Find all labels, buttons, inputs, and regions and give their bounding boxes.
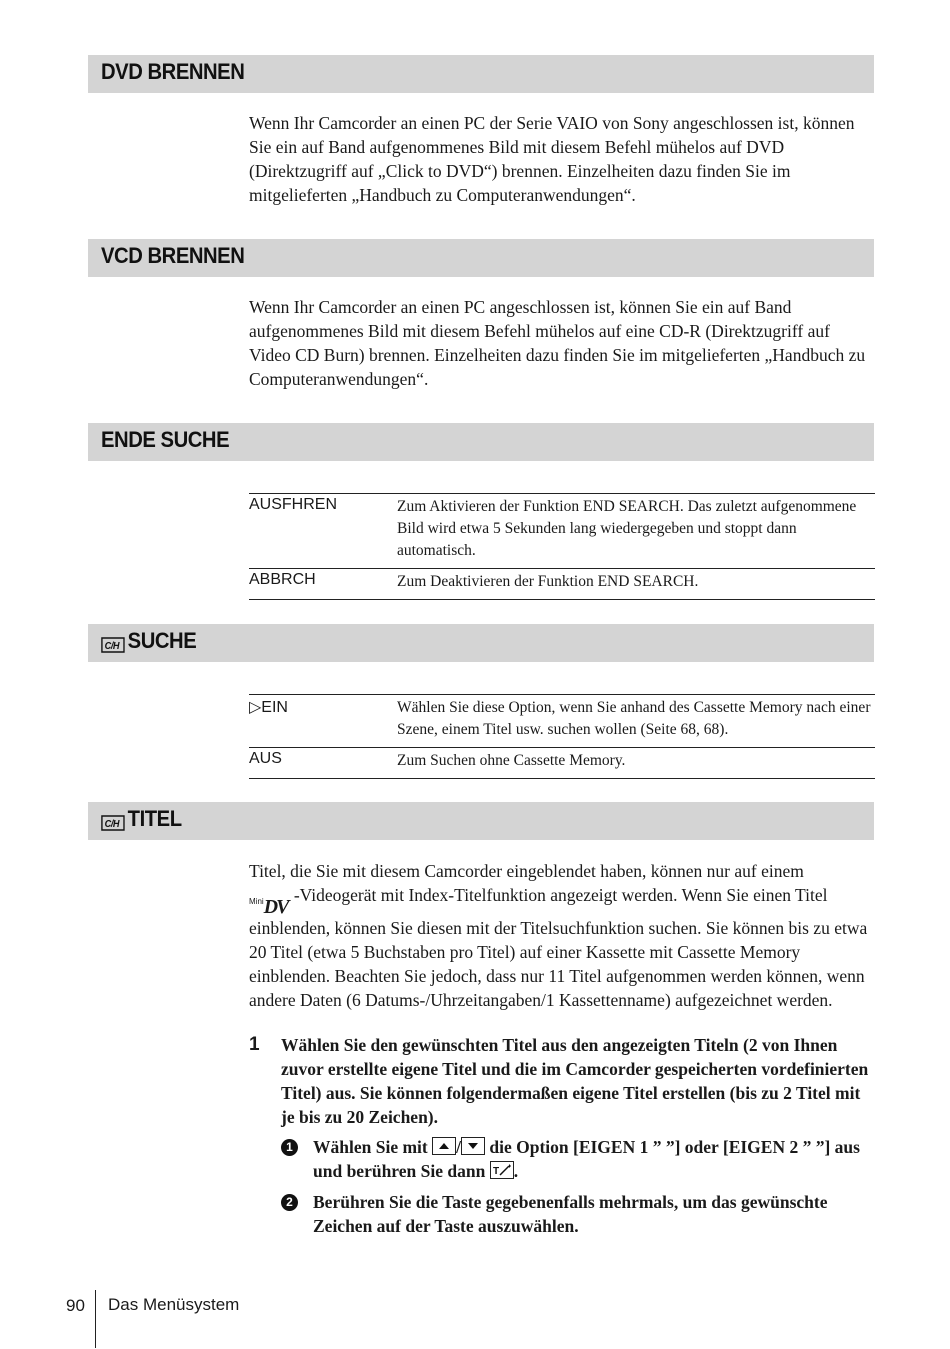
cassette-memory-icon	[101, 633, 125, 653]
up-arrow-button-icon	[432, 1137, 456, 1155]
substep-2	[281, 1190, 875, 1238]
table-row	[249, 695, 875, 747]
option-key: ABBRCH	[249, 571, 316, 588]
ende-suche-table	[249, 493, 875, 600]
table-row	[249, 568, 875, 599]
step-number: 1	[249, 1034, 260, 1055]
cassette-memory-icon	[101, 811, 125, 831]
title-edit-button-icon	[490, 1161, 514, 1179]
option-key: AUSFHREN	[249, 496, 338, 513]
section-header-dvd	[88, 55, 874, 93]
section-header-suche	[88, 624, 874, 662]
suche-table	[249, 694, 875, 779]
svg-text:C/H: C/H	[104, 640, 120, 653]
option-description: Zum Aktivieren der Funktion END SEARCH. Das zuletzt aufgenommene Bild wird etwa 5 Sekunden lang wiedergegeben und stoppt dann automatisch.	[397, 498, 857, 559]
vcd-paragraph: Wenn Ihr Camcorder an einen PC angeschlossen ist, können Sie ein auf Band aufgenommenes Bild mit diesem Befehl mühelos auf eine CD-R (Direktzugriff auf Video CD Burn) brennen. Einzelheiten dazu finden Sie im mitgelieferten „Handbuch zu Computeranwendungen“.	[249, 297, 866, 389]
section-header-titel	[88, 802, 874, 840]
option-key: AUS	[249, 750, 282, 767]
section-title: ENDE SUCHE	[101, 427, 230, 452]
table-row	[249, 494, 875, 568]
substep-1: 1 Wählen Sie mit / die Option [EIGEN 1 ” ”] oder [EIGEN 2 ” ”] aus und berühren Sie dann T .	[281, 1135, 875, 1183]
footer-section-name: Das Menüsystem	[108, 1295, 240, 1314]
option-description: Zum Suchen ohne Cassette Memory.	[397, 752, 626, 769]
section-title: SUCHE	[127, 628, 197, 653]
option-description: Zum Deaktivieren der Funktion END SEARCH.	[397, 573, 699, 590]
section-header-vcd	[88, 239, 874, 277]
page-number: 90	[66, 1296, 85, 1315]
svg-text:C/H: C/H	[104, 818, 120, 831]
section-title: DVD BRENNEN	[101, 59, 245, 84]
svg-text:T: T	[492, 1166, 499, 1177]
table-row	[249, 747, 875, 778]
section-title: VCD BRENNEN	[101, 243, 245, 268]
section-header-ende-suche	[88, 423, 874, 461]
section-title: TITEL	[127, 806, 182, 831]
option-description: Wählen Sie diese Option, wenn Sie anhand des Cassette Memory nach einer Szene, einem Titel usw. suchen wollen (Seite 68, 68).	[397, 699, 871, 738]
step-text: Wählen Sie den gewünschten Titel aus den angezeigten Titeln (2 von Ihnen zuvor erstellte eigene Titel und die im Camcorder gespeicherten vordefinierten Titel) aus. Sie können folgendermaßen eigene Titel erstellen (bis zu 2 Titel mit je bis zu 20 Zeichen).	[281, 1035, 869, 1127]
substep-text: Berühren Sie die Taste gegebenenfalls mehrmals, um das gewünschte Zeichen auf der Taste auszuwählen.	[313, 1192, 828, 1236]
substep-number: 1	[281, 1139, 298, 1156]
substep-number: 2	[281, 1194, 298, 1211]
step-1	[249, 1033, 875, 1129]
footer-divider	[95, 1290, 96, 1348]
minidv-logo-icon: Mini DV	[249, 896, 288, 918]
titel-paragraph: Titel, die Sie mit diesem Camcorder eingeblendet haben, können nur auf einem Mini DV -Videogerät mit Index-Titelfunktion angezeigt werden. Wenn Sie einen Titel einblenden, können Sie diesen mit der Titelsuchfunktion suchen. Sie können bis zu etwa 20 Titel (etwa 5 Buchstaben pro Titel) auf einer Kassette mit Cassette Memory einblenden. Beachten Sie jedoch, dass nur 11 Titel aufgenommen werden können, wenn andere Daten (6 Datums-/Uhrzeitangaben/1 Kassettenname) aufgezeichnet werden.	[249, 861, 868, 1010]
option-key: ▷EIN	[249, 699, 288, 716]
down-arrow-button-icon	[461, 1137, 485, 1155]
dvd-paragraph: Wenn Ihr Camcorder an einen PC der Serie VAIO von Sony angeschlossen ist, können Sie ein auf Band aufgenommenes Bild mit diesem Befehl mühelos auf DVD (Direktzugriff auf „Click to DVD“) brennen. Einzelheiten dazu finden Sie im mitgelieferten „Handbuch zu Computeranwendungen“.	[249, 113, 855, 205]
